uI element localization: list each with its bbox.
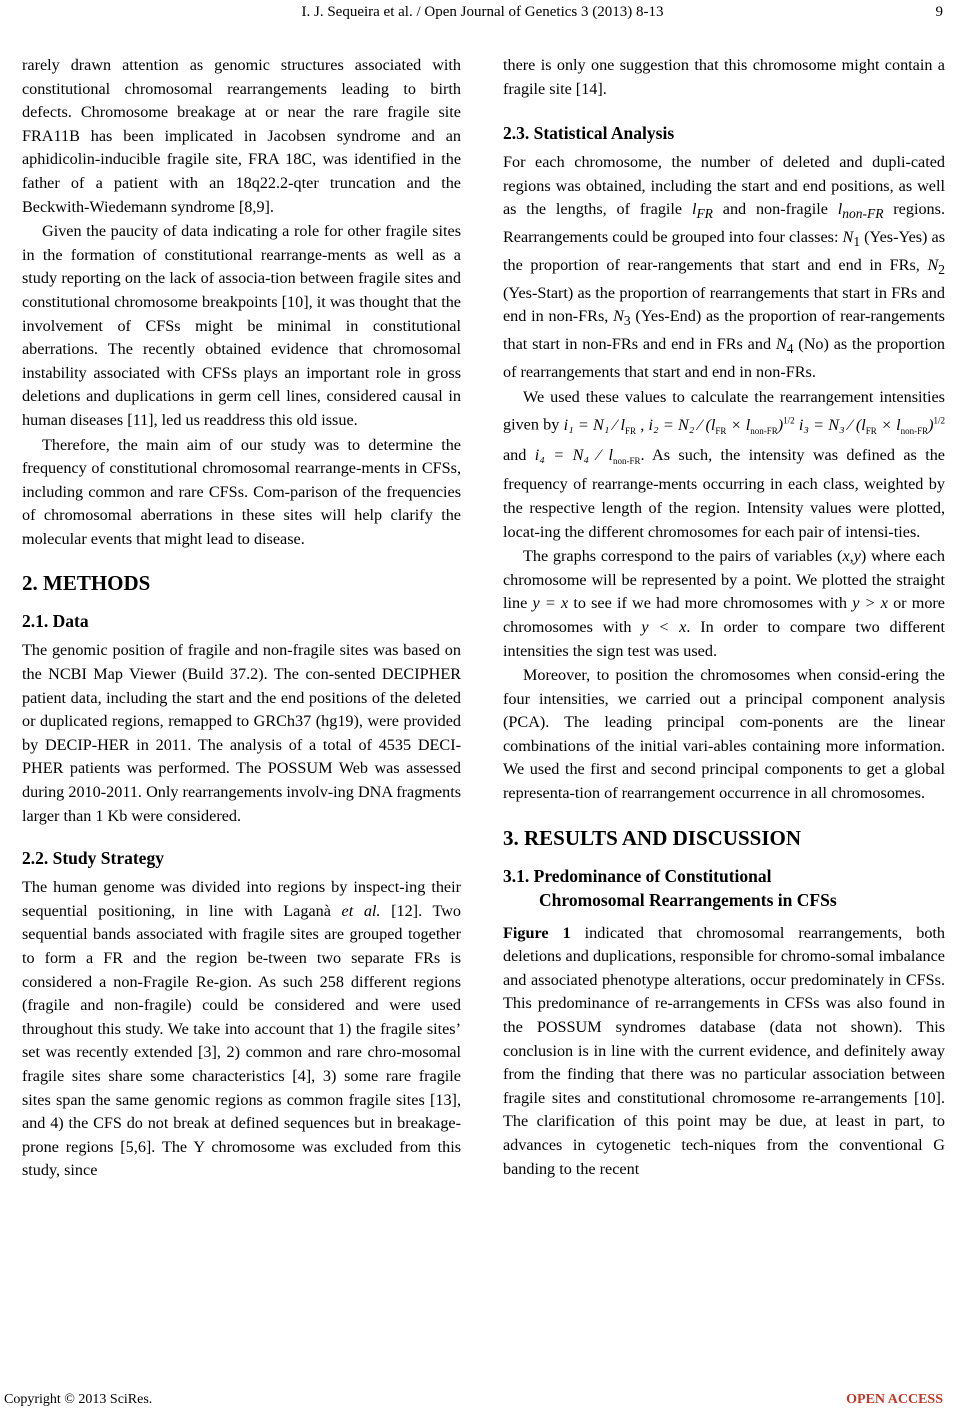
section-heading-results: 3. RESULTS AND DISCUSSION xyxy=(503,825,801,850)
subsection-heading-data: 2.1. Data xyxy=(22,611,89,632)
paragraph: The genomic position of fragile and non-fragile sites was based on the NCBI Map Viewer (Build 37.2). The con-sented DECIPHER patient data, including the start and the end positions of the deleted or duplicated regions, remapped to GRCh37 (hg19), were provided by DECIP-HER in 2011. The analysis of a total of 4535 DECI-PHER patients was performed. The POSSUM Web was assessed during 2010-2011. Only rearrangements involv-ing DNA fragments larger than 1 Kb were considered. xyxy=(22,641,461,825)
paragraph: Given the paucity of data indicating a role for other fragile sites in the formation of constitutional rearrange-ments as well as a study reporting on the lack of associa-tion between fragile sites and constitutional chromosome breakpoints [10], it was thought that the involvement of CFSs might be minimal in constitutional aberrations. The recently obtained evidence that chromosomal instability associated with CFSs plays an important role in gross deletions and duplications in germ cell lines, considered causal in human diseases [11], led us readdress this old issue. xyxy=(22,222,461,429)
paragraph: Figure 1 indicated that chromosomal rearrangements, both deletions and duplications, responsible for chromo-somal imbalance and associated phenotype alterations, occur predominately in CFSs. This predominance of re-arrangements in CFSs was also found in the POSSUM syndromes database (data not shown). This conclusion is in line with the current evidence, and definitely away from the finding that there was no particular association between fragile sites and constitutional chromosome re-arrangements [10]. The clarification of this point may be due, at least in part, to advances in cytogenetic tech-niques from the conventional G banding to the recent xyxy=(503,923,946,1178)
paragraph: Therefore, the main aim of our study was to determine the frequency of constitutional chromosomal rearrange-ments in CFSs, including common and rare CFSs. Com-parison of the frequencies of chromosomal aberrations in these sites will help clarify the molecular events that might lead to disease. xyxy=(22,435,461,548)
subsection-heading-strategy: 2.2. Study Strategy xyxy=(22,848,164,869)
paragraph: The human genome was divided into regions by inspect-ing their sequential positioning, in line with Laganà et al. [12]. Two sequential bands associated with fragile sites are grouped together to form a FR and the region be-tween two separate FRs is considered a non-Fragile Re-gion. As such 258 different regions (fragile and non-fragile) could be considered and were used throughout this study. We take into account that 1) the fragile sites’ set was recently extended [3], 2) common and rare chro-mosomal fragile sites share some characteristics [4], 3) some rare fragile sites span the same genomic regions as common fragile sites [13], and 4) the CFS do not break at defined sequences but in breakage-prone regions [5,6]. The Y chromosome was excluded from this study, since xyxy=(22,878,461,1180)
paragraph: there is only one suggestion that this chromosome might contain a fragile site [14]. xyxy=(503,56,945,98)
equation-i3: i₃ = N₃ ⁄ $(l_{FR} \times l_{non-FR})^{1/2}$ xyxy=(798,415,945,436)
subsection-heading-predominance: 3.1. Predominance of Constitutional Chromosomal Rearrangements in CFSs xyxy=(503,865,837,910)
paragraph: For each chromosome, the number of deleted and dupli-cated regions was obtained, including the start and end positions, as well as the lengths, of fragile $l_{FR}$ and non-fragile $l_{non-FR}$ regions. Rearrangements could be grouped into four classes: $N_1$ (Yes-Yes) as the proportion of rear-rangements that start and end in FRs, $N_2$ (Yes-Start) as the proportion of rearrangements that start in FRs and end in non-FRs, $N_3$ (Yes-End) as the proportion of rear-rangements that start in non-FRs and end in FRs and $N_4$ (No) as the proportion of rearrangements that start and end in non-FRs. xyxy=(503,153,946,382)
copyright-notice: Copyright © 2013 SciRes. xyxy=(4,1392,153,1407)
running-title: I. J. Sequeira et al. / Open Journal of Genetics 3 (2013) 8-13 xyxy=(301,4,664,20)
open-access-label: OPEN ACCESS xyxy=(846,1392,943,1407)
page-number: 9 xyxy=(935,4,943,20)
paragraph: rarely drawn attention as genomic structures associated with constitutional chromosomal rearrangements leading to birth defects. Chromosome breakage at or near the rare fragile site FRA11B has been implicated in Jacobsen syndrome and an aphidicolin-inducible fragile site, FRA 18C, was identified in the father of a patient with an 18q22.2-qter truncation and the Beckwith-Wiedemann syndrome [8,9]. xyxy=(22,56,461,216)
paragraph: The graphs correspond to the pairs of variables (x,y) where each chromosome will be represented by a point. We plotted the straight line y = x to see if we had more chromosomes with y > x or more chromosomes with y < x. In order to compare two different intensities the sign test was used. xyxy=(503,547,945,660)
right-column xyxy=(503,54,945,1181)
figure-reference[interactable]: Figure 1 xyxy=(503,923,571,942)
equation-i4: i₄ = N₄ ⁄ $l_{non-FR}$ xyxy=(534,445,641,466)
subsection-heading-statistics: 2.3. Statistical Analysis xyxy=(503,123,675,144)
paragraph: Moreover, to position the chromosomes when consid-ering the four intensities, we carried out a principal component analysis (PCA). The leading principal com-ponents are the linear combinations of the initial vari-ables containing more information. We used the first and second principal components to get a global representa-tion of rearrangement occurrence in all chromosomes. xyxy=(503,666,945,803)
paragraph-with-equations: We used these values to calculate the rearrangement intensities given by i₁ = N₁ ⁄ $l_{FR}$ , i₂ = N₂ ⁄ $(l_{FR} \times l_{non-FR})^{1/2}$ i₃ = N₃ ⁄ $(l_{FR} \times l_{non-FR})^{1/2}$ and i₄ = N₄ ⁄ $l_{non-FR}$. As such, the intensity was defined as the frequency of rearrange-ments occurring in each class, weighted by the respective length of the region. Intensity values were plotted, locat-ing the different chromosomes for each pair of intensi-ties. xyxy=(503,387,945,541)
equation-i2: , i₂ = N₂ ⁄ $(l_{FR} \times l_{non-FR})^{1/2}$ xyxy=(636,415,795,436)
section-heading-methods: 2. METHODS xyxy=(22,571,151,596)
left-column xyxy=(22,54,461,1183)
equation-i1: i₁ = N₁ ⁄ $l_{FR}$ xyxy=(563,415,637,436)
page-footer xyxy=(0,1392,965,1414)
